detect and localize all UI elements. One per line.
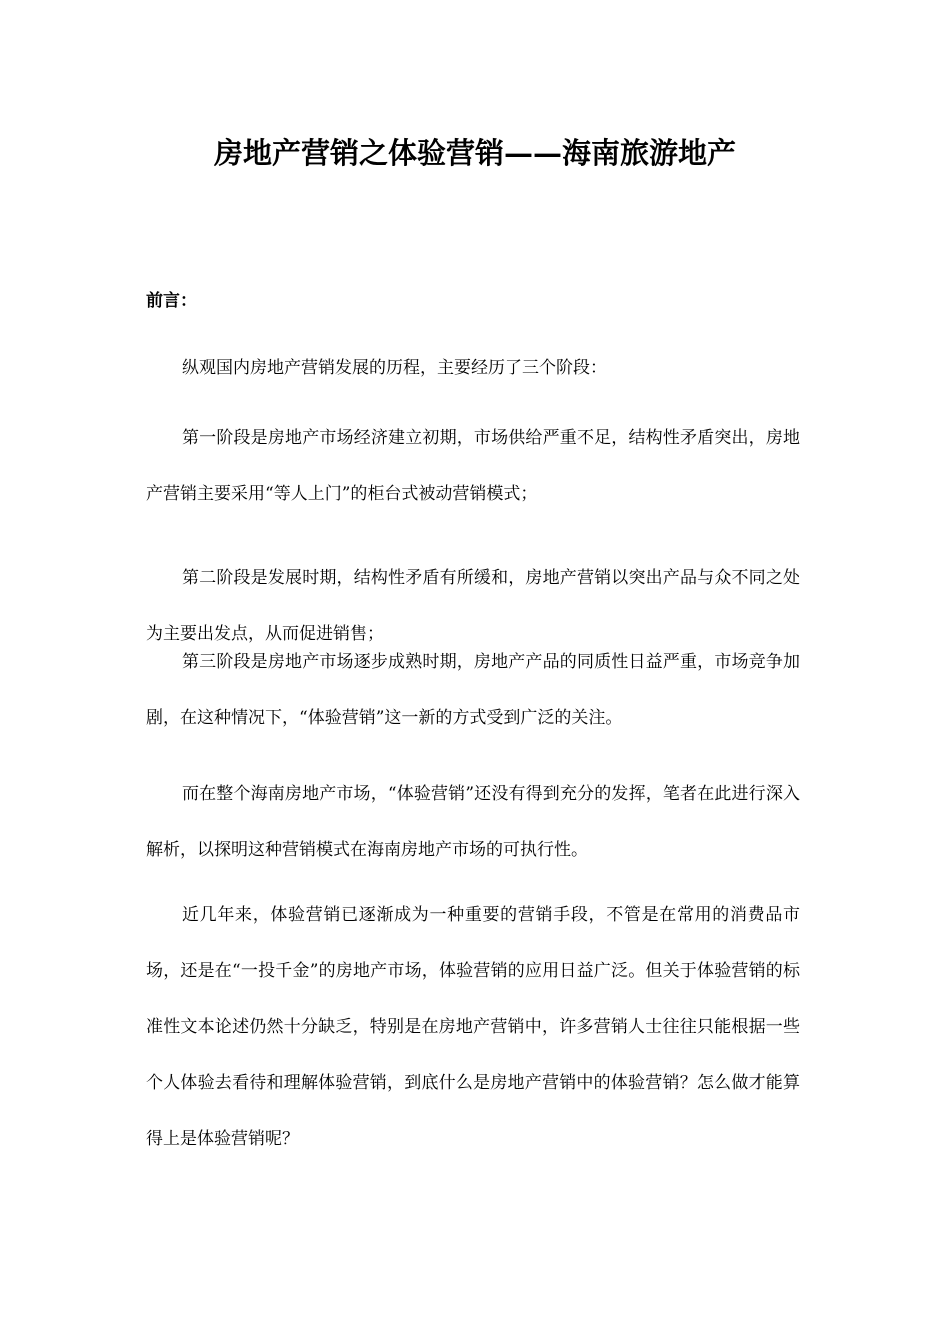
paragraph-stage-two: 第二阶段是发展时期，结构性矛盾有所缓和，房地产营销以突出产品与众不同之处为主要出发点，从而促进销售； [146, 568, 800, 644]
paragraph-stage-three: 第三阶段是房地产市场逐步成熟时期，房地产产品的同质性日益严重，市场竞争加剧，在这种情况下，“体验营销”这一新的方式受到广泛的关注。 [146, 652, 800, 728]
paragraph-hainan-market: 而在整个海南房地产市场，“体验营销”还没有得到充分的发挥，笔者在此进行深入解析，以探明这种营销模式在海南房地产市场的可执行性。 [146, 784, 800, 860]
paragraph-experience-marketing: 近几年来，体验营销已逐渐成为一种重要的营销手段，不管是在常用的消费品市场，还是在“一投千金”的房地产市场，体验营销的应用日益广泛。但关于体验营销的标准性文本论述仍然十分缺乏，特别是在房地产营销中，许多营销人士往往只能根据一些个人体验去看待和理解体验营销，到底什么是房地产营销中的体验营销？怎么做才能算得上是体验营销呢？ [146, 905, 800, 1149]
document-title: 房地产营销之体验营销——海南旅游地产 [213, 136, 736, 170]
paragraph-stage-one: 第一阶段是房地产市场经济建立初期，市场供给严重不足，结构性矛盾突出，房地产营销主要采用“等人上门”的柜台式被动营销模式； [146, 428, 800, 504]
paragraph-intro: 纵观国内房地产营销发展的历程，主要经历了三个阶段： [182, 358, 607, 378]
preface-heading: 前言： [146, 291, 197, 311]
